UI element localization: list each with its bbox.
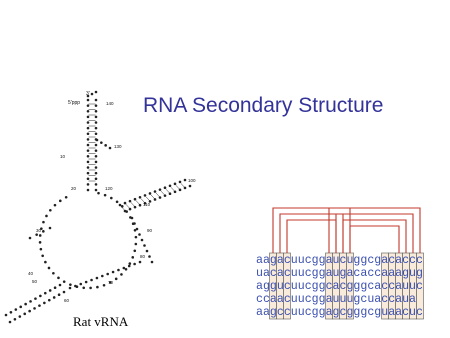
alignment-row: ccaacuucggauuugcuaccaua <box>256 293 417 306</box>
position-label: 110 <box>143 202 151 207</box>
figure-caption: Rat vRNA <box>73 314 129 329</box>
pairing-arc <box>343 220 406 253</box>
alignment-row: aggucuucggcacgggcaccauuc <box>256 280 423 293</box>
position-label: 90 <box>147 228 153 233</box>
position-label: 120 <box>105 186 113 191</box>
position-label: 30 <box>36 228 42 233</box>
position-label: 140 <box>106 101 114 106</box>
three-prime-label: 3' <box>86 91 90 97</box>
alignment-row: uacacuucggaugacaccaaagug <box>256 267 423 280</box>
position-label: 40 <box>28 271 34 276</box>
slide-title: RNA Secondary Structure <box>143 94 384 117</box>
pairing-arc <box>273 208 350 253</box>
five-prime-label: 5'ppp <box>68 100 81 106</box>
position-label: 20 <box>71 186 77 191</box>
position-label: 60 <box>64 298 70 303</box>
alignment-row: aagccuucggagcgggcguaacuc <box>256 306 423 319</box>
alignment-row: aagacuucggaucuggcgacaccc <box>256 254 423 267</box>
position-label: 50 <box>32 279 38 284</box>
position-label: 130 <box>114 144 122 149</box>
pairing-arc <box>350 226 399 253</box>
position-label: 80 <box>140 254 146 259</box>
position-label: 100 <box>188 178 196 183</box>
position-label: 70 <box>108 280 114 285</box>
position-label: 10 <box>60 154 66 159</box>
